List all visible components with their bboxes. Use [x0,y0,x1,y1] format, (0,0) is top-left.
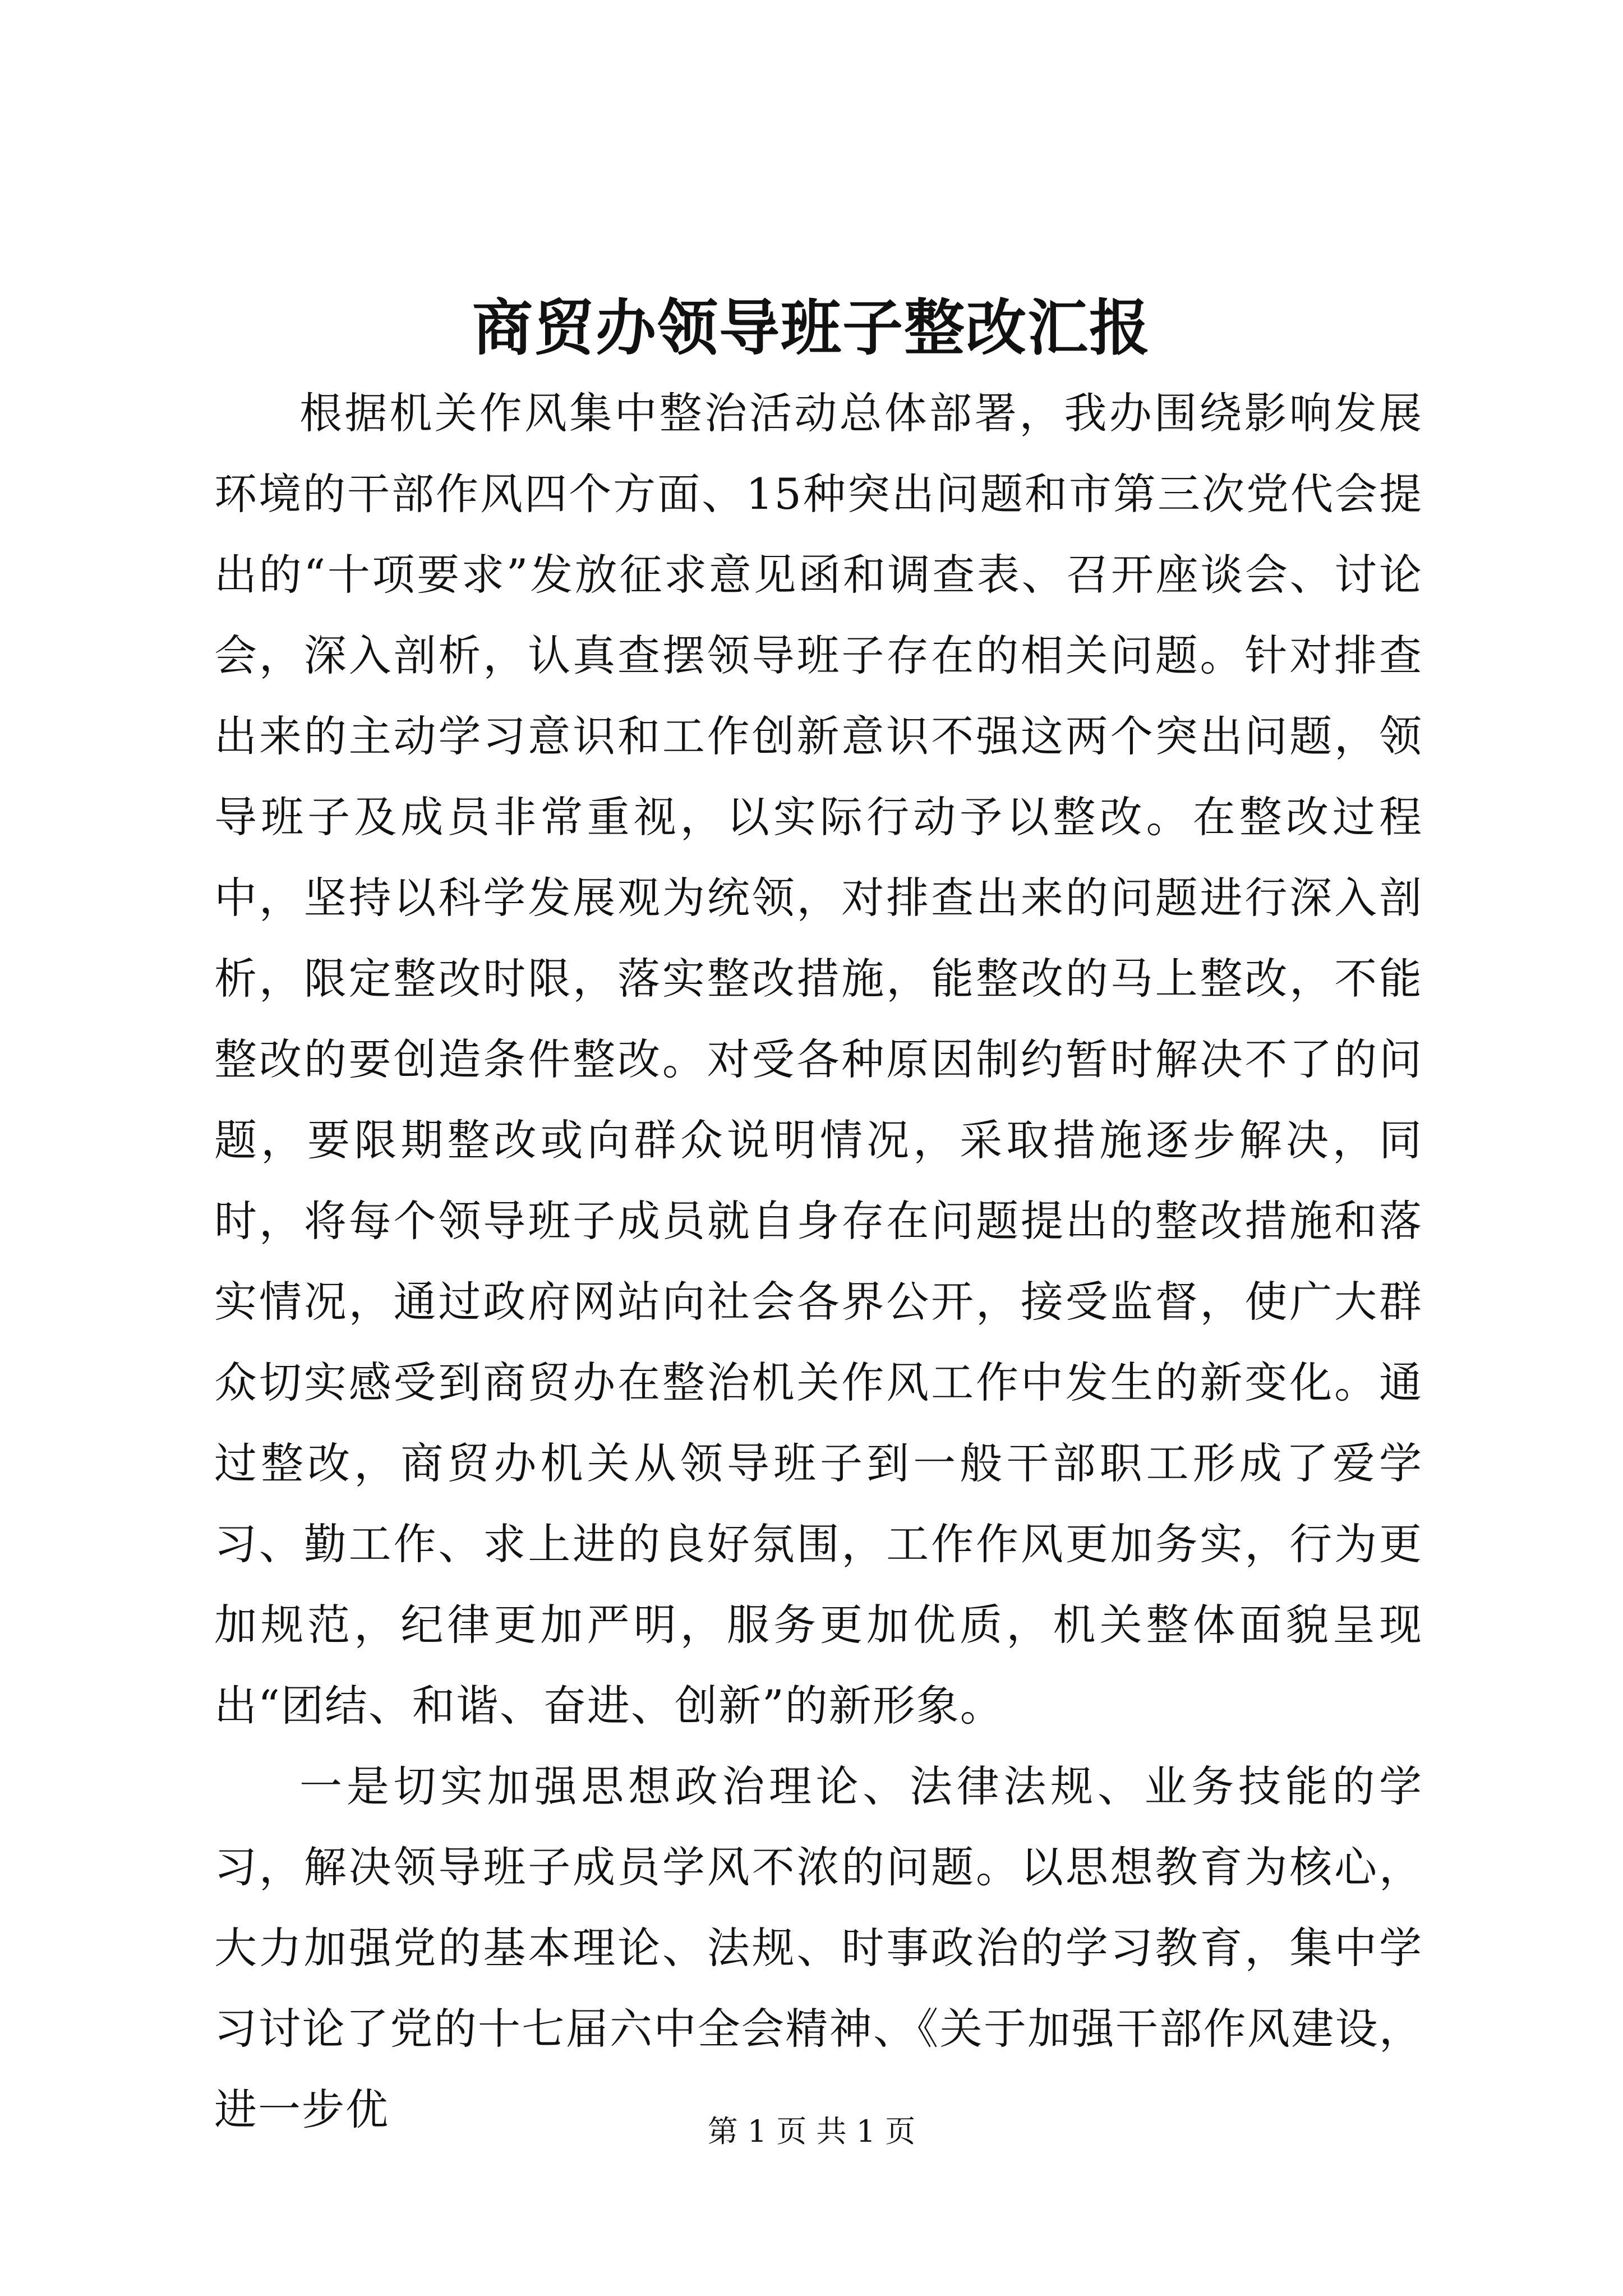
document-body [214,373,1423,2150]
page-footer: 第 1 页 共 1 页 [707,2114,916,2149]
body-paragraph-1: 根据机关作风集中整治活动总体部署，我办围绕影响发展环境的干部作风四个方面、15种突出问题和市第三次党代会提出的“十项要求”发放征求意见函和调查表、召开座谈会、讨论会，深入剖析，认真查摆领导班子存在的相关问题。针对排查出来的主动学习意识和工作创新意识不强这两个突出问题，领导班子及成员非常重视，以实际行动予以整改。在整改过程中，坚持以科学发展观为统领，对排查出来的问题进行深入剖析，限定整改时限，落实整改措施，能整改的马上整改，不能整改的要创造条件整改。对受各种原因制约暂时解决不了的问题，要限期整改或向群众说明情况，采取措施逐步解决，同时，将每个领导班子成员就自身存在问题提出的整改措施和落实情况，通过政府网站向社会各界公开，接受监督，使广大群众切实感受到商贸办在整治机关作风工作中发生的新变化。通过整改，商贸办机关从领导班子到一般干部职工形成了爱学习、勤工作、求上进的良好氛围，工作作风更加务实，行为更加规范，纪律更加严明，服务更加优质，机关整体面貌呈现出“团结、和谐、奋进、创新”的新形象。 [214,388,1423,1731]
document-title: 商贸办领导班子整改汇报 [472,293,1151,364]
body-paragraph-2: 一是切实加强思想政治理论、法律法规、业务技能的学习，解决领导班子成员学风不浓的问题。以思想教育为核心，大力加强党的基本理论、法规、时事政治的学习教育，集中学习讨论了党的十七届六中全会精神、《关于加强干部作风建设，进一步优 [214,1761,1423,2134]
